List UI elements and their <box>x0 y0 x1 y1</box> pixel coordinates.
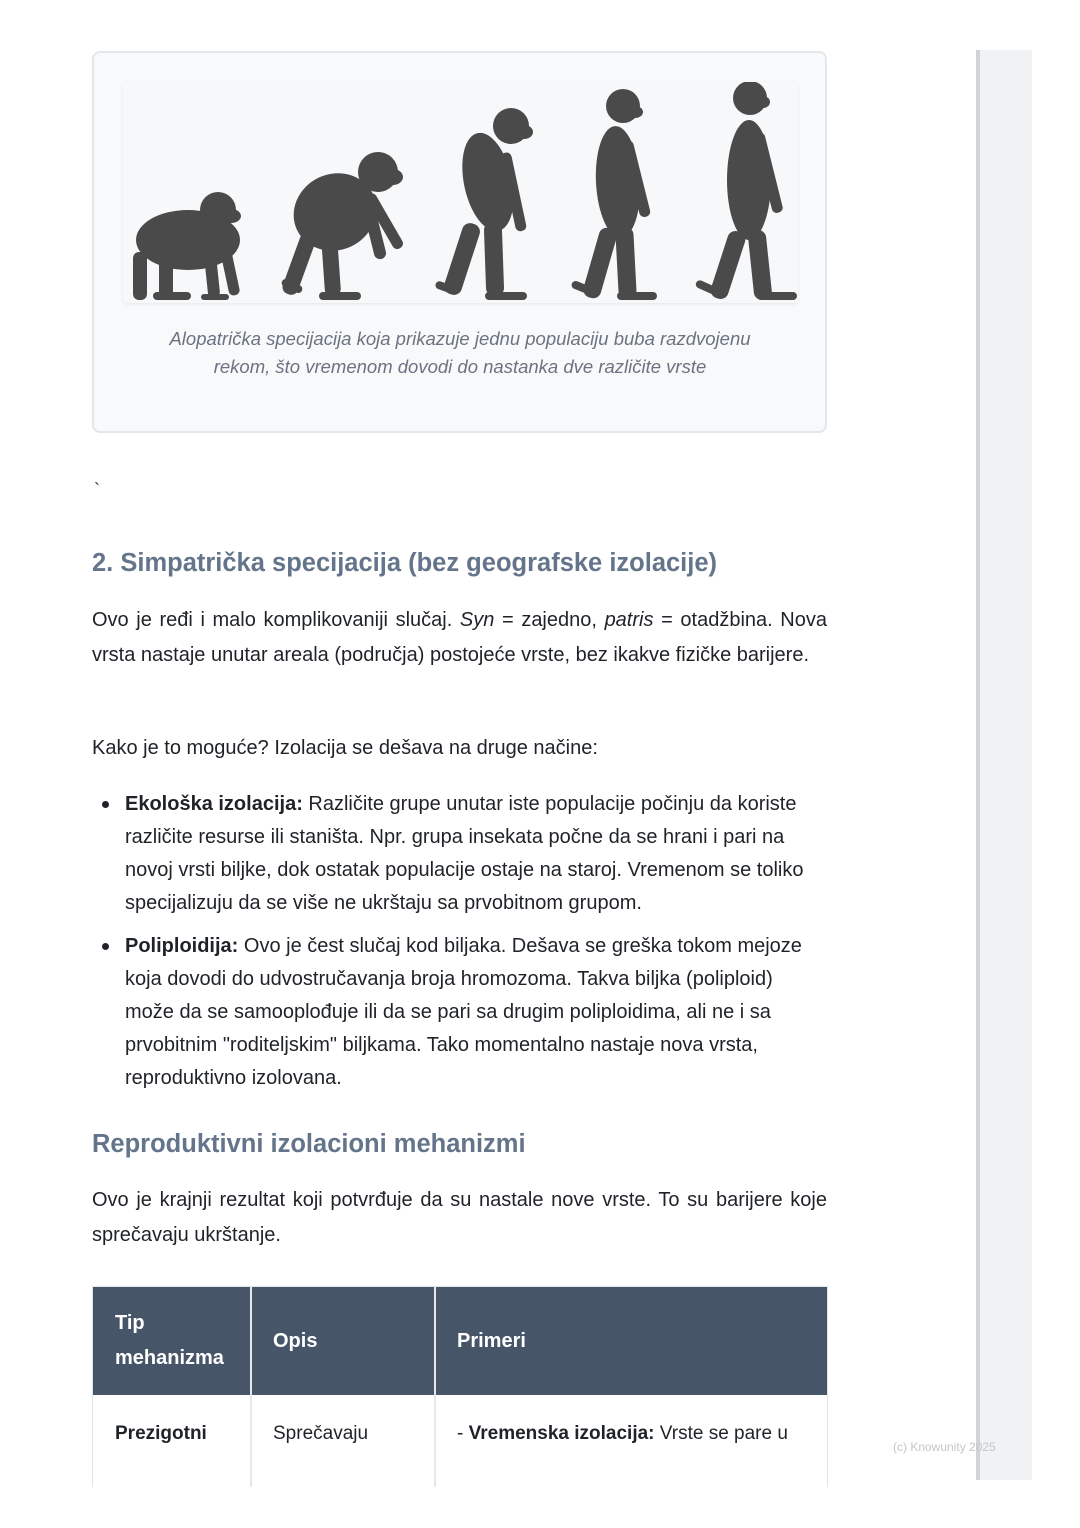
modern-human-silhouette <box>694 82 797 301</box>
evolution-illustration <box>123 82 798 303</box>
watermark: (c) Knowunity 2025 <box>893 1440 996 1454</box>
table-cell-type: Prezigotni <box>115 1423 207 1444</box>
chimp-silhouette <box>133 192 241 300</box>
table-cell-description: Sprečavaju <box>273 1423 369 1444</box>
paragraph-sympatric-intro: Ovo je ređi i malo komplikovaniji slučaj. Syn = zajedno, patris = otadžbina. Nova vrsta nastaje unutar areala (područja) postojeće vrste, bez ikakve fizičke barijere. <box>92 609 827 666</box>
side-panel <box>976 50 1032 1480</box>
figure-card <box>92 51 827 433</box>
figure-caption: Alopatrička specijacija koja prikazuje jednu populaciju buba razdvojenu rekom, što vremenom dovodi do nastanka dve različite vrste <box>169 328 751 377</box>
table-header-examples: Primeri <box>457 1330 526 1352</box>
mechanisms-table <box>92 1286 828 1487</box>
column-divider <box>250 1287 252 1487</box>
table-header-description: Opis <box>273 1330 318 1352</box>
bullet-icon <box>102 801 109 808</box>
list-item: Ekološka izolacija: Različite grupe unutar iste populacije počinju da koriste različite resurse ili staništa. Npr. grupa insekata počne da se hrani i pari na novoj vrsti biljke, dok ostatak populacije ostaje na staroj. Vremenom se toliko specijalizuju da se više ne ukrštaju sa prvobitnom grupom. <box>92 788 827 920</box>
ape-silhouette <box>280 152 404 300</box>
table-header-type: Tip mehanizma <box>115 1312 224 1369</box>
side-panel-edge <box>976 50 980 1480</box>
isolation-types-list <box>92 788 827 1105</box>
section-heading-sympatric: 2. Simpatrička specijacija (bez geografske izolacije) <box>92 549 718 577</box>
bullet-icon <box>102 943 109 950</box>
hominid-silhouette <box>434 108 533 300</box>
section-heading-reproductive: Reproduktivni izolacioni mehanizmi <box>92 1130 526 1158</box>
human-evolution-silhouettes-icon <box>123 82 798 303</box>
table-cell-examples: - Vremenska izolacija: Vrste se pare u <box>457 1423 788 1444</box>
list-item: Poliploidija: Ovo je čest slučaj kod biljaka. Dešava se greška tokom mejoze koja dovodi do udvostručavanja broja hromozoma. Takva biljka (poliploid) može da se samooplođuje ili da se pari sa drugim poliploidima, ali ne i sa prvobitnim "roditeljskim" biljkama. Tako momentalno nastaje nova vrsta, reproduktivno izolovana. <box>92 930 827 1095</box>
paragraph-reproductive-intro: Ovo je krajnji rezultat koji potvrđuje da su nastale nove vrste. To su barijere koje sprečavaju ukrštanje. <box>92 1189 827 1246</box>
early-human-silhouette <box>570 89 657 300</box>
column-divider <box>434 1287 436 1487</box>
paragraph-how-possible: Kako je to moguće? Izolacija se dešava na druge načine: <box>92 737 598 759</box>
stray-mark: ` <box>94 480 100 500</box>
